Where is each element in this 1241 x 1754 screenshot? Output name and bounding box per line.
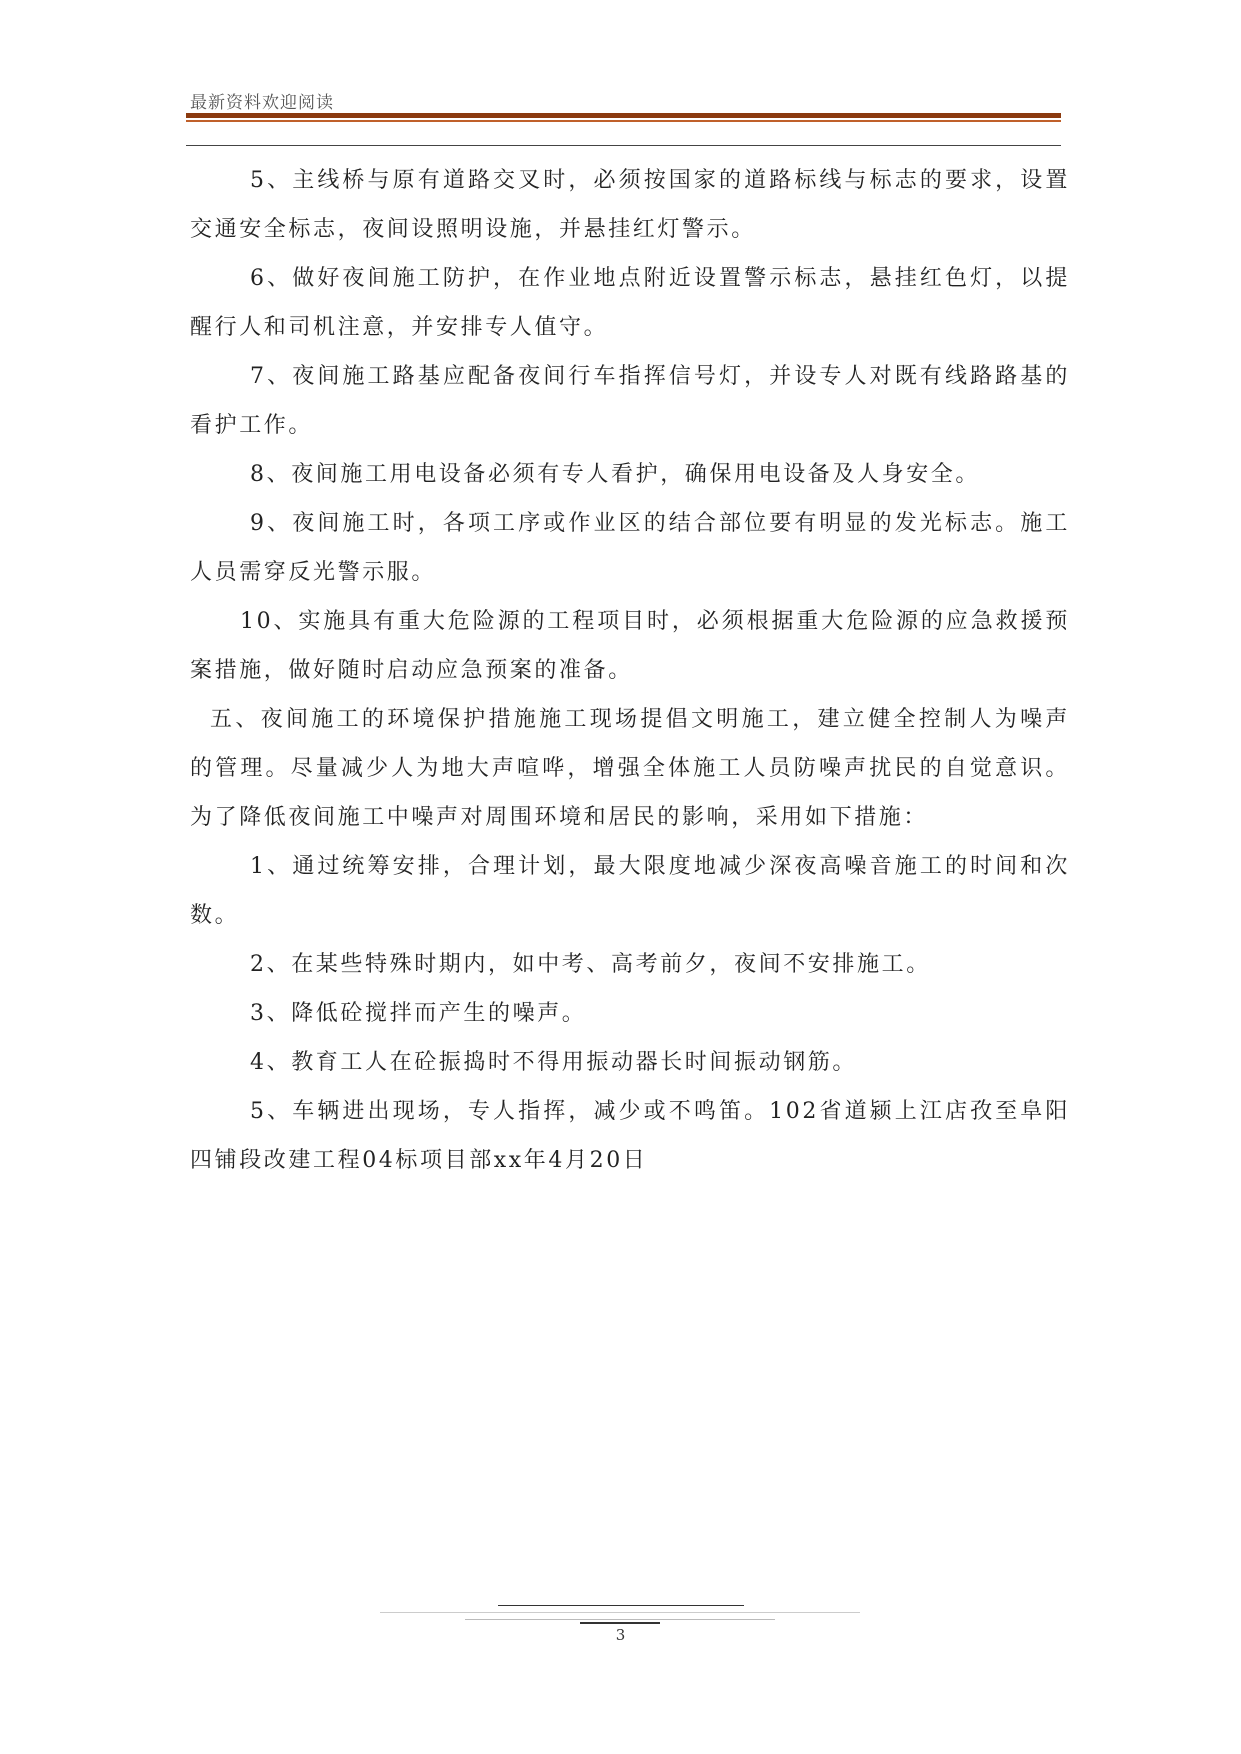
paragraph-noise-3: 3、降低砼搅拌而产生的噪声。 (250, 1001, 587, 1026)
paragraph-item-10-hazard: 10、实施具有重大危险源的工程项目时，必须根据重大危险源的应急救援预案措施，做好随时启动应急预案的准备。 (190, 609, 1070, 683)
paragraph-noise-5-signature: 5、车辆进出现场，专人指挥，减少或不鸣笛。102省道颍上江店孜至阜阳四铺段改建工程04标项目部xx年4月20日 (190, 1099, 1070, 1173)
paragraph-item-7-roadbed: 7、夜间施工路基应配备夜间行车指挥信号灯，并设专人对既有线路路基的看护工作。 (190, 364, 1070, 438)
header-rule-thin (186, 120, 1061, 122)
header-underline (186, 145, 1061, 146)
paragraph-item-8-electric: 8、夜间施工用电设备必须有专人看护，确保用电设备及人身安全。 (250, 462, 980, 487)
paragraph-noise-1: 1、通过统筹安排，合理计划，最大限度地减少深夜高噪音施工的时间和次数。 (190, 854, 1070, 928)
paragraph-noise-4: 4、教育工人在砼振捣时不得用振动器长时间振动钢筋。 (250, 1050, 857, 1075)
paragraph-noise-2: 2、在某些特殊时期内，如中考、高考前夕，夜间不安排施工。 (250, 952, 931, 977)
footer-rule-middle (380, 1612, 860, 1613)
footer-rule-top (498, 1605, 744, 1606)
page-header-text: 最新资料欢迎阅读 (190, 93, 334, 113)
header-rule-thick (186, 113, 1061, 118)
footer-rule-lower (465, 1619, 775, 1620)
footer-rule-accent (580, 1622, 660, 1624)
paragraph-section-five: 五、夜间施工的环境保护措施施工现场提倡文明施工，建立健全控制人为噪声的管理。尽量减少人为地大声喧哗，增强全体施工人员防噪声扰民的自觉意识。为了降低夜间施工中噪声对周围环境和居民的影响，采用如下措施： (190, 707, 1070, 830)
page-number: 3 (615, 1626, 626, 1644)
document-body (190, 156, 1070, 1185)
paragraph-item-9-signs: 9、夜间施工时，各项工序或作业区的结合部位要有明显的发光标志。施工人员需穿反光警示服。 (190, 511, 1070, 585)
paragraph-item-5-bridge: 5、主线桥与原有道路交叉时，必须按国家的道路标线与标志的要求，设置交通安全标志，夜间设照明设施，并悬挂红灯警示。 (190, 168, 1070, 242)
paragraph-item-6-protection: 6、做好夜间施工防护，在作业地点附近设置警示标志，悬挂红色灯，以提醒行人和司机注意，并安排专人值守。 (190, 266, 1070, 340)
